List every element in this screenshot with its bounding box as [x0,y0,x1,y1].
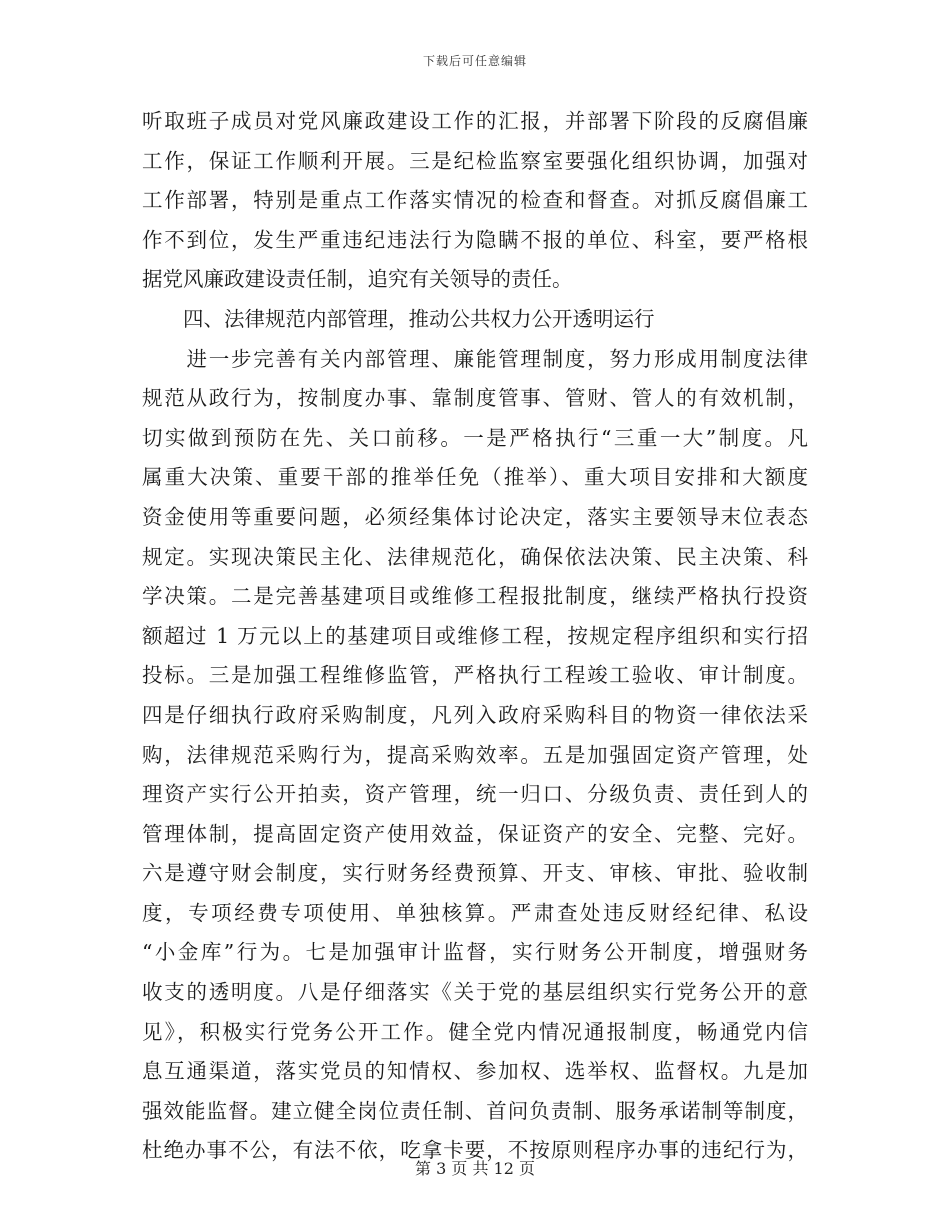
body-line: 作不到位，发生严重违纪违法行为隐瞒不报的单位、科室，要严格根 [142,227,808,252]
body-line: 规范从政行为，按制度办事、靠制度管事、管财、管人的有效机制， [142,386,808,411]
body-line: 理资产实行公开拍卖，资产管理，统一归口、分级负责、责任到人的 [142,782,808,807]
body-line: 收支的透明度。八是仔细落实《关于党的基层组织实行党务公开的意 [142,980,808,1005]
body-line: 购，法律规范采购行为，提高采购效率。五是加强固定资产管理，处 [142,742,808,767]
body-line: 资金使用等重要问题，必须经集体讨论决定，落实主要领导末位表态 [142,504,808,529]
body-line: 杜绝办事不公，有法不依，吃拿卡要，不按原则程序办事的违纪行为， [142,1138,808,1163]
body-line: 工作部署，特别是重点工作落实情况的检查和督查。对抓反腐倡廉工 [142,188,808,213]
body-line: “小金库”行为。七是加强审计监督，实行财务公开制度，增强财务 [142,940,808,965]
body-line: 进一步完善有关内部管理、廉能管理制度，努力形成用制度法律 [142,346,808,371]
body-line: 投标。三是加强工程维修监管，严格执行工程竣工验收、审计制度。 [142,663,808,688]
body-line: 管理体制，提高固定资产使用效益，保证资产的安全、完整、完好。 [142,821,808,846]
body-line: 见》，积极实行党务公开工作。健全党内情况通报制度，畅通党内信 [142,1019,808,1044]
body-line: 工作，保证工作顺利开展。三是纪检监察室要强化组织协调，加强对 [142,148,808,173]
body-line: 强效能监督。建立健全岗位责任制、首问负责制、服务承诺制等制度， [142,1098,808,1123]
body-line: 学决策。二是完善基建项目或维修工程报批制度，继续严格执行投资 [142,584,808,609]
document-body [142,102,808,1171]
body-line: 额超过 1 万元以上的基建项目或维修工程，按规定程序组织和实行招 [142,623,808,648]
body-line: 切实做到预防在先、关口前移。一是严格执行“三重一大”制度。凡 [142,425,808,450]
body-line: 六是遵守财会制度，实行财务经费预算、开支、审核、审批、验收制 [142,861,808,886]
section-heading: 四、法律规范内部管理，推动公共权力公开透明运行 [142,306,655,331]
body-line: 听取班子成员对党风廉政建设工作的汇报，并部署下阶段的反腐倡廉 [142,109,808,133]
body-line: 属重大决策、重要干部的推举任免（推举）、重大项目安排和大额度 [142,465,808,490]
body-line: 据党风廉政建设责任制，追究有关领导的责任。 [142,267,573,292]
body-line: 四是仔细执行政府采购制度，凡列入政府采购科目的物资一律依法采 [142,702,808,727]
body-line: 息互通渠道，落实党员的知情权、参加权、选举权、监督权。九是加 [142,1059,808,1084]
page-number: 第 3 页 共 12 页 [415,1159,535,1178]
body-line: 度，专项经费专项使用、单独核算。严肃查处违反财经纪律、私设 [142,900,808,925]
page-header-note: 下载后可任意编辑 [422,54,527,68]
body-line: 规定。实现决策民主化、法律规范化，确保依法决策、民主决策、科 [142,544,808,569]
